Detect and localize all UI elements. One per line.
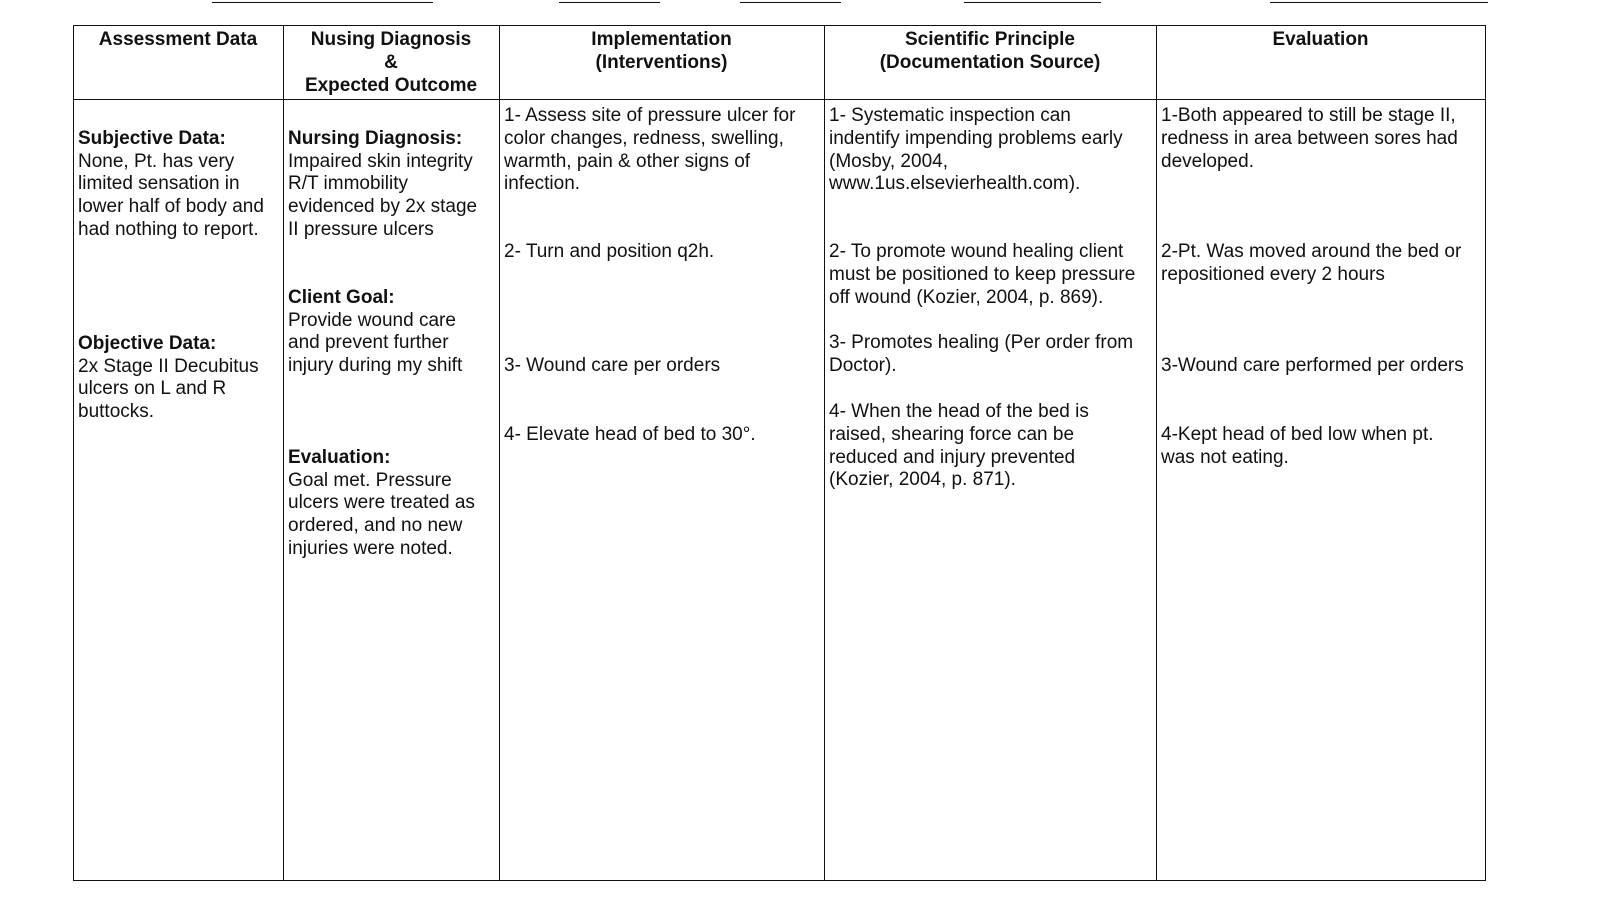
column-divider — [1485, 25, 1486, 881]
header-assessment: Assessment Data — [98, 29, 258, 50]
column-divider — [283, 25, 284, 881]
column-divider — [499, 25, 500, 881]
header-principle: Scientific Principle (Documentation Source) — [879, 29, 1101, 73]
intervention-3: 3- Wound care per orders — [504, 355, 721, 376]
intervention-4: 4- Elevate head of bed to 30°. — [504, 424, 756, 445]
evaluation-1: 1-Both appeared to still be stage II, redness in area between sores had developed. — [1161, 105, 1458, 172]
blank-line-2 — [559, 2, 660, 3]
table-border-bottom — [73, 880, 1486, 881]
objective-text: 2x Stage II Decubitus ulcers on L and R buttocks. — [78, 355, 259, 423]
diagnosis-label: Nursing Diagnosis: — [288, 127, 463, 149]
header-evaluation: Evaluation — [1272, 29, 1369, 50]
blank-line-1 — [212, 2, 433, 3]
header-implementation: Implementation (Interventions) — [591, 29, 732, 73]
column-divider — [73, 25, 74, 881]
evaluation-text: Goal met. Pressure ulcers were treated as ordered, and no new injuries were noted. — [288, 469, 475, 559]
evaluation-label: Evaluation: — [288, 446, 391, 468]
intervention-2: 2- Turn and position q2h. — [504, 241, 715, 262]
subjective-text: None, Pt. has very limited sensation in lower half of body and had nothing to report. — [78, 150, 264, 240]
principle-2: 2- To promote wound healing client must be positioned to keep pressure off wound (Kozier, 2004, p. 869). — [829, 241, 1136, 308]
header-diagnosis: Nusing Diagnosis & Expected Outcome — [304, 29, 478, 96]
diagnosis-evaluation — [288, 424, 475, 561]
blank-line-4 — [964, 2, 1101, 3]
evaluation-2: 2-Pt. Was moved around the bed or repositioned every 2 hours — [1161, 241, 1462, 285]
header-divider — [73, 99, 1486, 100]
nursing-diagnosis — [288, 105, 477, 242]
diagnosis-text: Impaired skin integrity R/T immobility evidenced by 2x stage II pressure ulcers — [288, 150, 478, 240]
principle-3: 3- Promotes healing (Per order from Doctor). — [829, 332, 1134, 376]
subjective-data — [78, 105, 264, 242]
blank-line-3 — [740, 2, 841, 3]
evaluation-4: 4-Kept head of bed low when pt. was not eating. — [1161, 424, 1434, 468]
goal-label: Client Goal: — [288, 286, 395, 308]
objective-data — [78, 310, 259, 424]
principle-4: 4- When the head of the bed is raised, shearing force can be reduced and injury prevented (Kozier, 2004, p. 871). — [829, 401, 1089, 491]
column-divider — [1156, 25, 1157, 881]
objective-label: Objective Data: — [78, 332, 217, 354]
goal-text: Provide wound care and prevent further injury during my shift — [288, 309, 463, 377]
column-divider — [824, 25, 825, 881]
principle-1: 1- Systematic inspection can indentify impending problems early (Mosby, 2004, www.1us.elsevierhealth.com). — [829, 105, 1123, 195]
client-goal — [288, 264, 462, 378]
subjective-label: Subjective Data: — [78, 127, 226, 149]
evaluation-3: 3-Wound care performed per orders — [1161, 355, 1464, 376]
blank-line-5 — [1270, 2, 1488, 3]
table-border-top — [73, 25, 1486, 26]
intervention-1: 1- Assess site of pressure ulcer for color changes, redness, swelling, warmth, pain & other signs of infection. — [504, 105, 796, 195]
